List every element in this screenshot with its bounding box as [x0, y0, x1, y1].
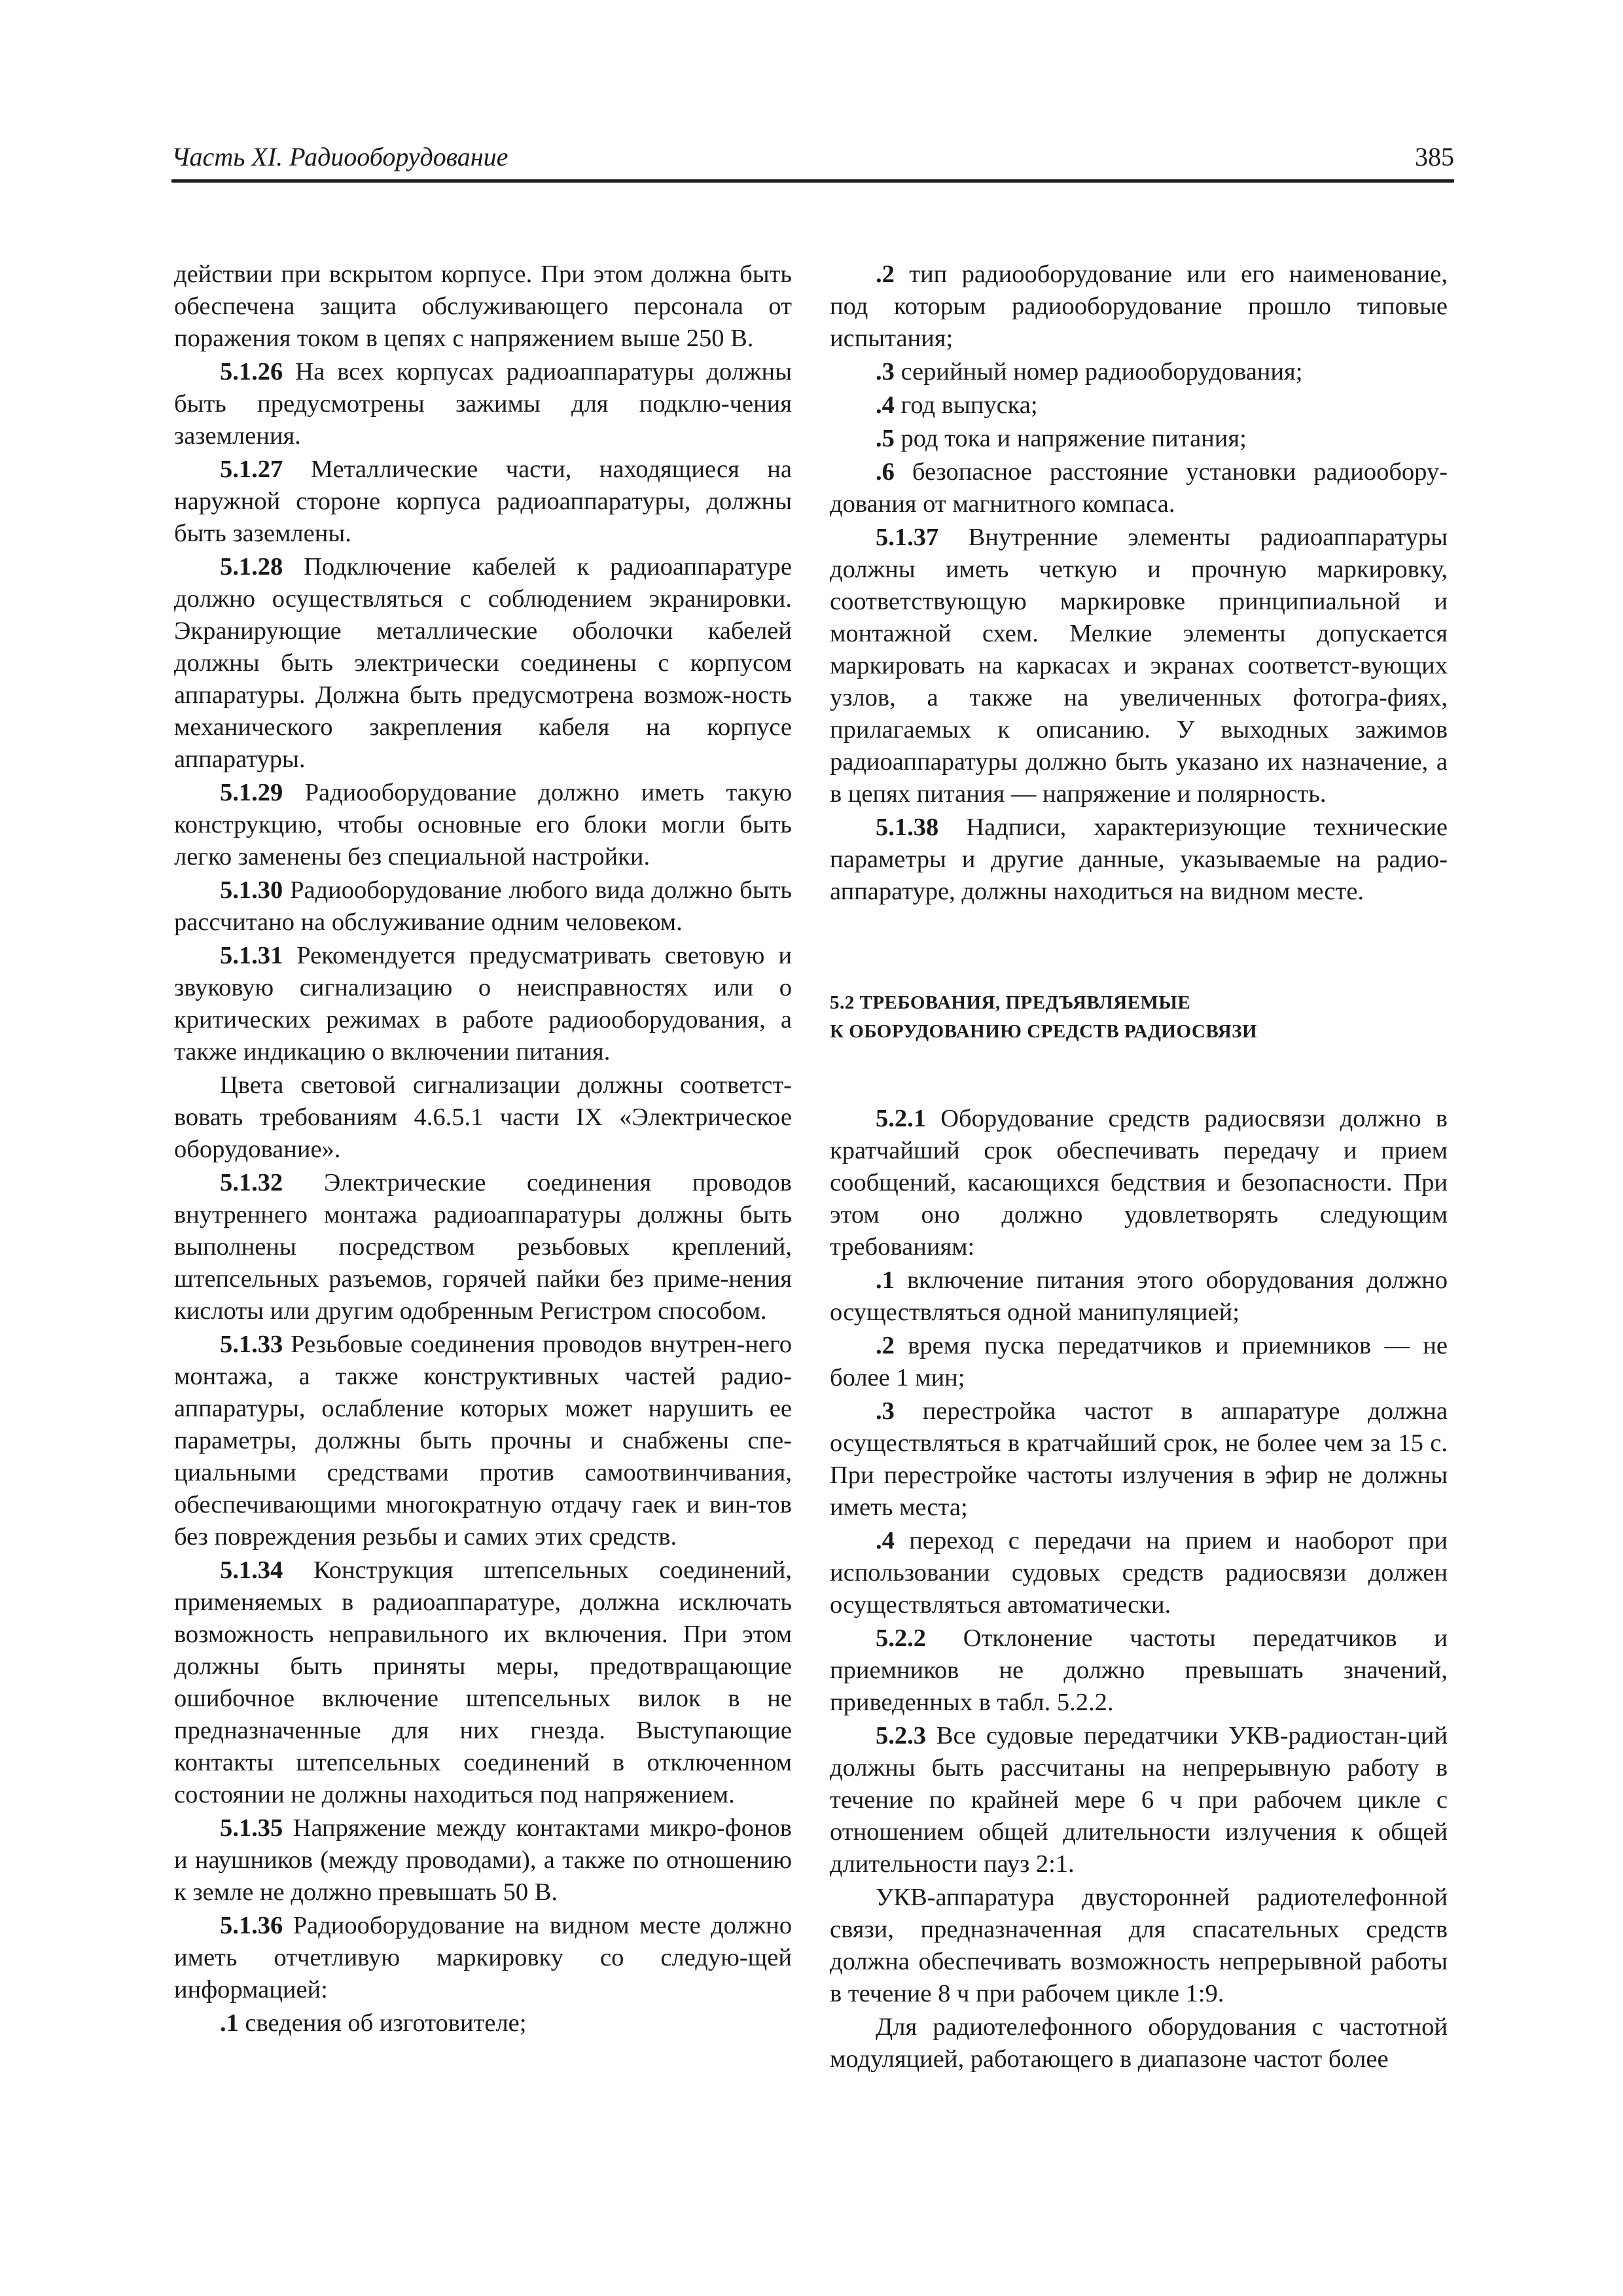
right-column: [830, 259, 1448, 2077]
clause-number: 5.1.38: [876, 814, 939, 841]
clause-number: 5.1.36: [220, 1912, 283, 1939]
clause-number: .5: [876, 425, 895, 452]
paragraph-text: Конструкция штепсельных соединений, применяемых в радиоаппаратуре, должна исключать возможность неправильного их включения. При этом должны быть приняты меры, предотвращающие ошибочное включение штепсельных вилок в не предназначенные для них гнезда. Выступающие контакты штепсельных соединений в отключенном состоянии не должны находиться под напряжением.: [174, 1556, 792, 1808]
paragraph-text: Цвета световой сигнализации должны соответст-вовать требованиям 4.6.5.1 части IX «Электрическое оборудование».: [174, 1071, 792, 1163]
paragraph-text: Радиооборудование должно иметь такую конструкцию, чтобы основные его блоки могли быть легко заменены без специальной настройки.: [174, 779, 792, 870]
paragraph-text: Внутренние элементы радиоаппаратуры должны иметь четкую и прочную маркировку, соответствующую маркировке принципиальной и монтажной схем. Мелкие элементы допускается маркировать на каркасах и экранах соответст-вующих узлов, а также на увеличенных фотогра-фиях, прилагаемых к описанию. У выходных зажимов радиоаппаратуры должно быть указано их назначение, а в цепях питания — напряжение и полярность.: [830, 524, 1448, 808]
paragraph: [830, 1882, 1448, 2010]
paragraph-text: род тока и напряжение питания;: [894, 425, 1247, 452]
paragraph-text: Металлические части, находящиеся на наружной стороне корпуса радиоаппаратуры, должны быть заземлены.: [174, 456, 792, 547]
clause-number: 5.1.33: [220, 1331, 283, 1358]
paragraph-text: перестройка частот в аппаратуре должна осуществляться в кратчайший срок, не более чем за 15 с. При перестройке частоты излучения в эфир не должны иметь места;: [830, 1397, 1448, 1521]
paragraph: [830, 1623, 1448, 1719]
clause-number: .1: [876, 1266, 895, 1294]
clause-number: .4: [876, 1527, 895, 1554]
clause-number: .1: [220, 2009, 239, 2037]
paragraph-text: безопасное расстояние установки радиообору-дования от магнитного компаса.: [830, 458, 1448, 518]
paragraph: [830, 812, 1448, 908]
paragraph: [830, 1330, 1448, 1394]
paragraph-text: включение питания этого оборудования должно осуществляться одной манипуляцией;: [830, 1266, 1448, 1326]
clause-number: .6: [876, 458, 895, 486]
clause-number: .3: [876, 1397, 895, 1425]
right-column-top: [830, 259, 1448, 908]
paragraph-text: тип радиооборудование или его наименование, под которым радиооборудование прошло типовые испытания;: [830, 260, 1448, 352]
paragraph-text: действии при вскрытом корпусе. При этом должна быть обеспечена защита обслуживающего персонала от поражения током в цепях с напряжением выше 250 В.: [174, 260, 792, 352]
clause-number: .4: [876, 391, 895, 419]
paragraph-text: УКВ-аппаратура двусторонней радиотелефонной связи, предназначенная для спасательных средств должна обеспечивать возможность непрерывной работы в течение 8 ч при рабочем цикле 1:9.: [830, 1884, 1448, 2007]
paragraph: [174, 1910, 792, 2006]
paragraph-text: Для радиотелефонного оборудования с частотной модуляцией, работающего в диапазоне частот более: [830, 2013, 1448, 2073]
paragraph: [830, 389, 1448, 422]
clause-number: 5.1.30: [220, 876, 283, 904]
clause-number: 5.2.3: [876, 1722, 926, 1749]
paragraph: [830, 456, 1448, 520]
running-header: [171, 140, 1454, 183]
paragraph-text: Радиооборудование любого вида должно быть рассчитано на обслуживание одним человеком.: [174, 876, 792, 936]
clause-number: 5.1.34: [220, 1556, 283, 1584]
paragraph-text: Напряжение между контактами микро-фонов и наушников (между проводами), а также по отношению к земле не должно превышать 50 В.: [174, 1814, 792, 1906]
paragraph-text: Электрические соединения проводов внутреннего монтажа радиоаппаратуры должны быть выполнены посредством резьбовых креплений, штепсельных разъемов, горячей пайки без приме-нения кислоты или другим одобренным Регистром способом.: [174, 1169, 792, 1325]
paragraph-text: Оборудование средств радиосвязи должно в кратчайший срок обеспечивать передачу и прием сообщений, касающихся бедствия и безопасности. При этом оно должно удовлетворять следующим требованиям:: [830, 1105, 1448, 1261]
section-title-line-1: 5.2 ТРЕБОВАНИЯ, ПРЕДЪЯВЛЯЕМЫЕ: [830, 992, 1191, 1013]
paragraph-text: Резьбовые соединения проводов внутрен-него монтажа, а также конструктивных частей радио-аппаратуры, ослабление которых может нарушить ее параметры, должны быть прочны и снабжены спе-циальными средствами против самоотвинчивания, обеспечивающими многократную отдачу гаек и вин-тов без повреждения резьбы и самих этих средств.: [174, 1331, 792, 1551]
paragraph: [830, 1395, 1448, 1524]
clause-number: .2: [876, 260, 895, 288]
paragraph: [174, 1554, 792, 1811]
paragraph-text: Радиооборудование на видном месте должно иметь отчетливую маркировку со следую-щей информацией:: [174, 1912, 792, 2003]
paragraph: [830, 1265, 1448, 1329]
paragraph-text: На всех корпусах радиоаппаратуры должны быть предусмотрены зажимы для подклю-чения заземления.: [174, 358, 792, 450]
right-column-bottom: [830, 1103, 1448, 2075]
paragraph: [174, 1069, 792, 1166]
paragraph: [830, 356, 1448, 388]
clause-number: 5.1.26: [220, 358, 283, 386]
paragraph-text: серийный номер радиооборудования;: [894, 358, 1303, 386]
paragraph: [174, 874, 792, 939]
paragraph-text: сведения об изготовителе;: [238, 2009, 527, 2037]
paragraph-text: Подключение кабелей к радиоаппаратуре должно осуществляться с соблюдением экранировки. Экранирующие металлические оболочки кабелей должны быть электрически соединены с корпусом аппаратуры. Должна быть предусмотрена возмож-ность механического закрепления кабеля на корпусе аппаратуры.: [174, 553, 792, 773]
clause-number: .2: [876, 1332, 895, 1359]
paragraph-text: Рекомендуется предусматривать световую и звуковую сигнализацию о неисправностях или о критических режимах в работе радиооборудования, а также индикацию о включении питания.: [174, 942, 792, 1066]
paragraph: [830, 259, 1448, 355]
paragraph-text: Все судовые передатчики УКВ-радиостан-ций должны быть рассчитаны на непрерывную работу в течение по крайней мере 6 ч при рабочем цикле с отношением общей длительности излучения к общей длительности пауз 2:1.: [830, 1722, 1448, 1878]
paragraph: [830, 1525, 1448, 1621]
clause-number: 5.2.1: [876, 1105, 926, 1132]
paragraph-text: время пуска передатчиков и приемников — не более 1 мин;: [830, 1332, 1448, 1391]
paragraph: [830, 1103, 1448, 1263]
paragraph-text: переход с передачи на прием и наоборот при использовании судовых средств радиосвязи должен осуществляться автоматически.: [830, 1527, 1448, 1619]
paragraph: [174, 940, 792, 1068]
paragraph: [174, 551, 792, 776]
clause-number: .3: [876, 358, 895, 386]
paragraph-text: Отклонение частоты передатчиков и приемников не должно превышать значений, приведенных в табл. 5.2.2.: [830, 1624, 1448, 1716]
clause-number: 5.1.28: [220, 553, 283, 581]
paragraph: [174, 777, 792, 873]
paragraph: [174, 2007, 792, 2039]
paragraph: [174, 1812, 792, 1909]
paragraph: [830, 1720, 1448, 1880]
paragraph: [174, 259, 792, 355]
left-column: [174, 259, 792, 2041]
clause-number: 5.1.27: [220, 456, 283, 483]
paragraph: [830, 2011, 1448, 2075]
paragraph: [174, 454, 792, 550]
paragraph: [830, 522, 1448, 810]
clause-number: 5.1.32: [220, 1169, 283, 1196]
paragraph: [830, 423, 1448, 455]
paragraph-text: Надписи, характеризующие технические параметры и другие данные, указываемые на радио-аппаратуре, должны находиться на видном месте.: [830, 814, 1448, 905]
clause-number: 5.1.29: [220, 779, 283, 806]
page-number: 385: [1415, 142, 1454, 171]
clause-number: 5.1.31: [220, 942, 283, 969]
clause-number: 5.1.37: [876, 524, 939, 551]
clause-number: 5.2.2: [876, 1624, 926, 1652]
clause-number: 5.1.35: [220, 1814, 283, 1842]
paragraph-text: год выпуска;: [894, 391, 1038, 419]
paragraph: [174, 356, 792, 452]
paragraph: [174, 1329, 792, 1553]
section-title-line-2: К ОБОРУДОВАНИЮ СРЕДСТВ РАДИОСВЯЗИ: [830, 1021, 1258, 1042]
paragraph: [174, 1167, 792, 1327]
header-part-title: Часть XI. Радиооборудование: [171, 142, 508, 171]
